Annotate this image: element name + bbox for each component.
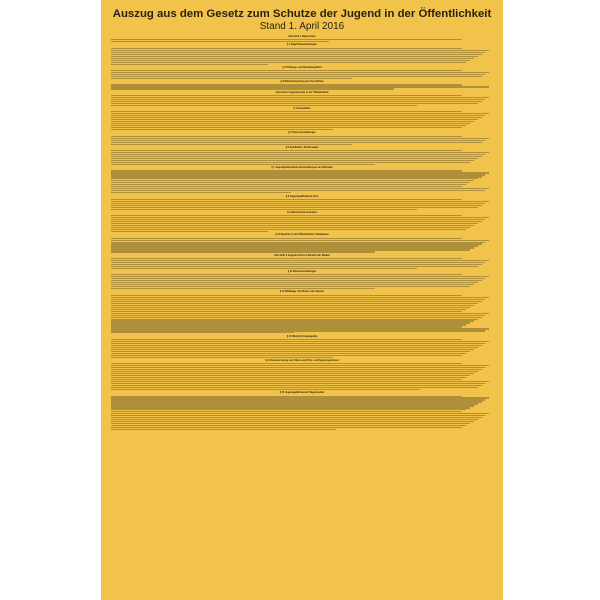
fine-print-line	[111, 407, 470, 408]
fine-print-line	[111, 88, 394, 89]
fine-print-line	[111, 276, 489, 277]
fine-print-line	[111, 411, 462, 412]
section-heading: § 15 Jugendgefährdende Trägermedien	[279, 391, 325, 395]
fine-print-line	[111, 144, 352, 145]
fine-print-line	[111, 209, 417, 210]
fine-print-line	[111, 72, 489, 73]
fine-print-line	[111, 301, 482, 302]
fine-print-line	[111, 313, 489, 314]
fine-print-line	[111, 156, 482, 157]
fine-print-line	[111, 299, 485, 300]
fine-print-line	[111, 251, 375, 252]
fine-print-line	[111, 427, 462, 428]
fine-print-line	[111, 343, 485, 344]
fine-print-line	[111, 103, 478, 104]
fine-print-line	[111, 409, 466, 410]
fine-print-line	[111, 99, 485, 100]
section-heading: Abschnitt 3 Jugendschutz im Bereich der Medien	[274, 253, 330, 257]
fine-print-block	[111, 238, 493, 253]
fine-print-line	[111, 264, 482, 265]
fine-print-line	[111, 403, 478, 404]
fine-print-line	[111, 56, 478, 57]
fine-print-line	[111, 320, 474, 321]
fine-print-block	[111, 295, 493, 334]
fine-print-line	[111, 172, 489, 173]
fine-print-line	[111, 178, 478, 179]
fine-print-line	[111, 176, 482, 177]
fine-print-line	[111, 417, 482, 418]
fine-print-line	[111, 247, 474, 248]
fine-print-line	[111, 58, 474, 59]
fine-print-block	[111, 339, 493, 358]
fine-print-line	[111, 180, 474, 181]
fine-print-line	[111, 48, 462, 49]
fine-print-line	[111, 188, 489, 189]
fine-print-line	[111, 371, 478, 372]
fine-print-line	[111, 39, 462, 40]
fine-print-line	[111, 369, 482, 370]
fine-print-line	[111, 307, 470, 308]
section-heading: Abschnitt 2 Jugendschutz in der Öffentlichkeit	[275, 90, 329, 94]
fine-print-block	[111, 136, 493, 145]
fine-print-line	[111, 119, 478, 120]
fine-print-line	[111, 353, 466, 354]
fine-print-line	[111, 396, 462, 397]
fine-print-line	[111, 152, 489, 153]
fine-print-line	[111, 332, 294, 333]
fine-print-line	[111, 349, 474, 350]
fine-print-line	[111, 64, 268, 65]
fine-print-block	[111, 215, 493, 232]
fine-print-line	[111, 84, 462, 85]
fine-print-line	[111, 140, 485, 141]
fine-print-line	[111, 282, 478, 283]
fine-print-line	[111, 278, 485, 279]
fine-print-line	[111, 117, 482, 118]
section-heading: § 2 Prüfungs- und Nachweispflicht	[282, 65, 322, 69]
fine-print-line	[111, 115, 485, 116]
fine-print-line	[111, 142, 482, 143]
fine-print-line	[111, 401, 482, 402]
section-heading: § 12 Bildträger mit Filmen oder Spielen	[279, 290, 325, 294]
fine-print-line	[111, 311, 462, 312]
fine-print-line	[111, 405, 474, 406]
section-heading: § 1 Begriffsbestimmungen	[286, 43, 318, 47]
fine-print-line	[111, 227, 470, 228]
fine-print-line	[111, 363, 462, 364]
fine-print-line	[111, 113, 489, 114]
fine-print-line	[111, 242, 485, 243]
fine-print-line	[111, 381, 489, 382]
section-heading: § 9 Alkoholische Getränke	[287, 210, 317, 214]
fine-print-line	[111, 52, 485, 53]
fine-print-block	[111, 95, 493, 106]
fine-print-line	[111, 240, 489, 241]
fine-print-line	[111, 262, 485, 263]
fine-print-line	[111, 192, 291, 193]
fine-print-line	[111, 379, 462, 380]
fine-print-line	[111, 351, 470, 352]
fine-print-line	[111, 101, 482, 102]
fine-print-block	[111, 170, 493, 193]
fine-print-line	[111, 121, 474, 122]
fine-print-line	[111, 355, 462, 356]
fine-print-line	[111, 322, 470, 323]
fine-print-line	[111, 86, 489, 87]
fine-print-block	[111, 84, 493, 89]
fine-print-line	[111, 347, 478, 348]
fine-print-line	[111, 303, 478, 304]
fine-print-line	[111, 389, 420, 390]
fine-print-line	[111, 341, 489, 342]
fine-print-line	[111, 217, 489, 218]
fine-print-line	[111, 274, 462, 275]
fine-print-line	[111, 158, 478, 159]
fine-print-block	[111, 111, 493, 130]
fine-print-line	[111, 111, 462, 112]
fine-print-line	[111, 215, 462, 216]
fine-print-line	[111, 205, 482, 206]
fine-print-line	[111, 268, 417, 269]
fine-print-line	[111, 326, 462, 327]
fine-print-line	[111, 295, 462, 296]
law-poster	[101, 0, 503, 600]
fine-print-line	[111, 345, 482, 346]
fine-print-line	[111, 339, 462, 340]
fine-print-line	[111, 78, 352, 79]
fine-print-line	[111, 74, 485, 75]
fine-print-line	[111, 415, 485, 416]
fine-print-line	[111, 387, 478, 388]
fine-print-line	[111, 60, 470, 61]
fine-print-line	[111, 377, 466, 378]
fine-print-line	[111, 221, 482, 222]
fine-print-line	[111, 136, 462, 137]
fine-print-line	[111, 425, 466, 426]
fine-print-line	[111, 190, 485, 191]
fine-print-line	[111, 258, 462, 259]
fine-print-line	[111, 225, 474, 226]
fine-print-line	[111, 245, 478, 246]
fine-print-line	[111, 373, 474, 374]
fine-print-block	[111, 274, 493, 289]
fine-print-line	[111, 249, 470, 250]
fine-print-line	[111, 315, 485, 316]
section-heading: § 4 Gaststätten	[293, 107, 311, 111]
fine-print-block	[111, 363, 493, 390]
section-heading: § 5 Tanzveranstaltungen	[288, 131, 316, 135]
fine-print-line	[111, 164, 375, 165]
section-heading: § 6 Spielhallen, Glücksspiele	[285, 145, 319, 149]
fine-print-line	[111, 219, 485, 220]
section-heading: § 7 Jugendgefährdende Veranstaltungen und Betriebe	[271, 166, 333, 170]
fine-print-line	[111, 330, 485, 331]
fine-print-line	[111, 150, 462, 151]
fine-print-block	[111, 199, 493, 210]
fine-print-line	[111, 419, 478, 420]
fine-print-line	[111, 105, 417, 106]
fine-print-block	[111, 39, 493, 42]
fine-print-line	[111, 324, 466, 325]
fine-print-line	[111, 201, 489, 202]
section-heading: § 14 Kennzeichnung von Filmen und Film- und Spielprogrammen	[265, 359, 339, 363]
fine-print-line	[111, 243, 482, 244]
fine-print-line	[111, 229, 466, 230]
fine-print-line	[111, 223, 478, 224]
fine-print-line	[111, 260, 489, 261]
fine-print-line	[111, 123, 470, 124]
fine-print-line	[111, 174, 485, 175]
fine-print-line	[111, 385, 482, 386]
section-heading: § 11 Filmveranstaltungen	[287, 270, 317, 274]
fine-print-block	[111, 150, 493, 165]
fine-print-line	[111, 266, 478, 267]
fine-print-line	[111, 357, 333, 358]
section-heading: § 10 Rauchen in der Öffentlichkeit, Tabakwaren	[275, 233, 329, 237]
fine-print-line	[111, 207, 478, 208]
fine-print-line	[111, 70, 462, 71]
section-heading: § 8 Jugendgefährdende Orte	[285, 194, 319, 198]
fine-print-line	[111, 95, 462, 96]
fine-print-line	[111, 138, 489, 139]
fine-print-line	[111, 319, 478, 320]
fine-print-line	[111, 129, 333, 130]
fine-print-line	[111, 186, 462, 187]
fine-print-line	[111, 127, 462, 128]
fine-print-line	[111, 286, 470, 287]
fine-print-line	[111, 399, 485, 400]
fine-print-line	[111, 429, 336, 430]
fine-print-line	[111, 97, 489, 98]
fine-print-line	[111, 309, 466, 310]
fine-print-line	[111, 76, 482, 77]
fine-print-block	[111, 396, 493, 431]
fine-print-line	[111, 238, 462, 239]
fine-print-line	[111, 421, 474, 422]
fine-print-block	[111, 70, 493, 79]
fine-print-block	[111, 48, 493, 65]
fine-print-line	[111, 305, 474, 306]
fine-print-line	[111, 231, 268, 232]
fine-print-line	[111, 367, 485, 368]
fine-print-line	[111, 162, 470, 163]
fine-print-line	[111, 125, 466, 126]
fine-print-line	[111, 199, 462, 200]
fine-print-line	[111, 284, 474, 285]
fine-print-line	[111, 203, 485, 204]
fine-print-line	[111, 170, 462, 171]
fine-print-line	[111, 297, 489, 298]
fine-print-line	[111, 62, 466, 63]
fine-print-line	[111, 41, 329, 42]
fine-print-line	[111, 50, 489, 51]
fine-print-block	[111, 258, 493, 269]
fine-print-line	[111, 154, 485, 155]
fine-print-line	[111, 54, 482, 55]
fine-print-line	[111, 383, 485, 384]
fine-print-line	[111, 328, 489, 329]
section-heading: § 13 Bildschirmspielgeräte	[286, 334, 318, 338]
page-subtitle: Stand 1. April 2016	[259, 21, 345, 32]
fine-print-line	[111, 160, 474, 161]
fine-print-line	[111, 413, 489, 414]
page-title: Auszug aus dem Gesetz zum Schutze der Jugend in der Öffentlichkeit	[112, 8, 492, 20]
fine-print-line	[111, 317, 482, 318]
section-heading: Abschnitt 1 Allgemeines	[288, 35, 316, 38]
law-text-body	[111, 35, 493, 430]
fine-print-line	[111, 423, 470, 424]
fine-print-line	[111, 397, 489, 398]
fine-print-line	[111, 375, 470, 376]
fine-print-line	[111, 288, 375, 289]
fine-print-line	[111, 365, 489, 366]
fine-print-line	[111, 182, 470, 183]
fine-print-line	[111, 280, 482, 281]
section-heading: § 3 Bekanntmachung der Vorschriften	[280, 80, 324, 84]
fine-print-line	[111, 184, 466, 185]
